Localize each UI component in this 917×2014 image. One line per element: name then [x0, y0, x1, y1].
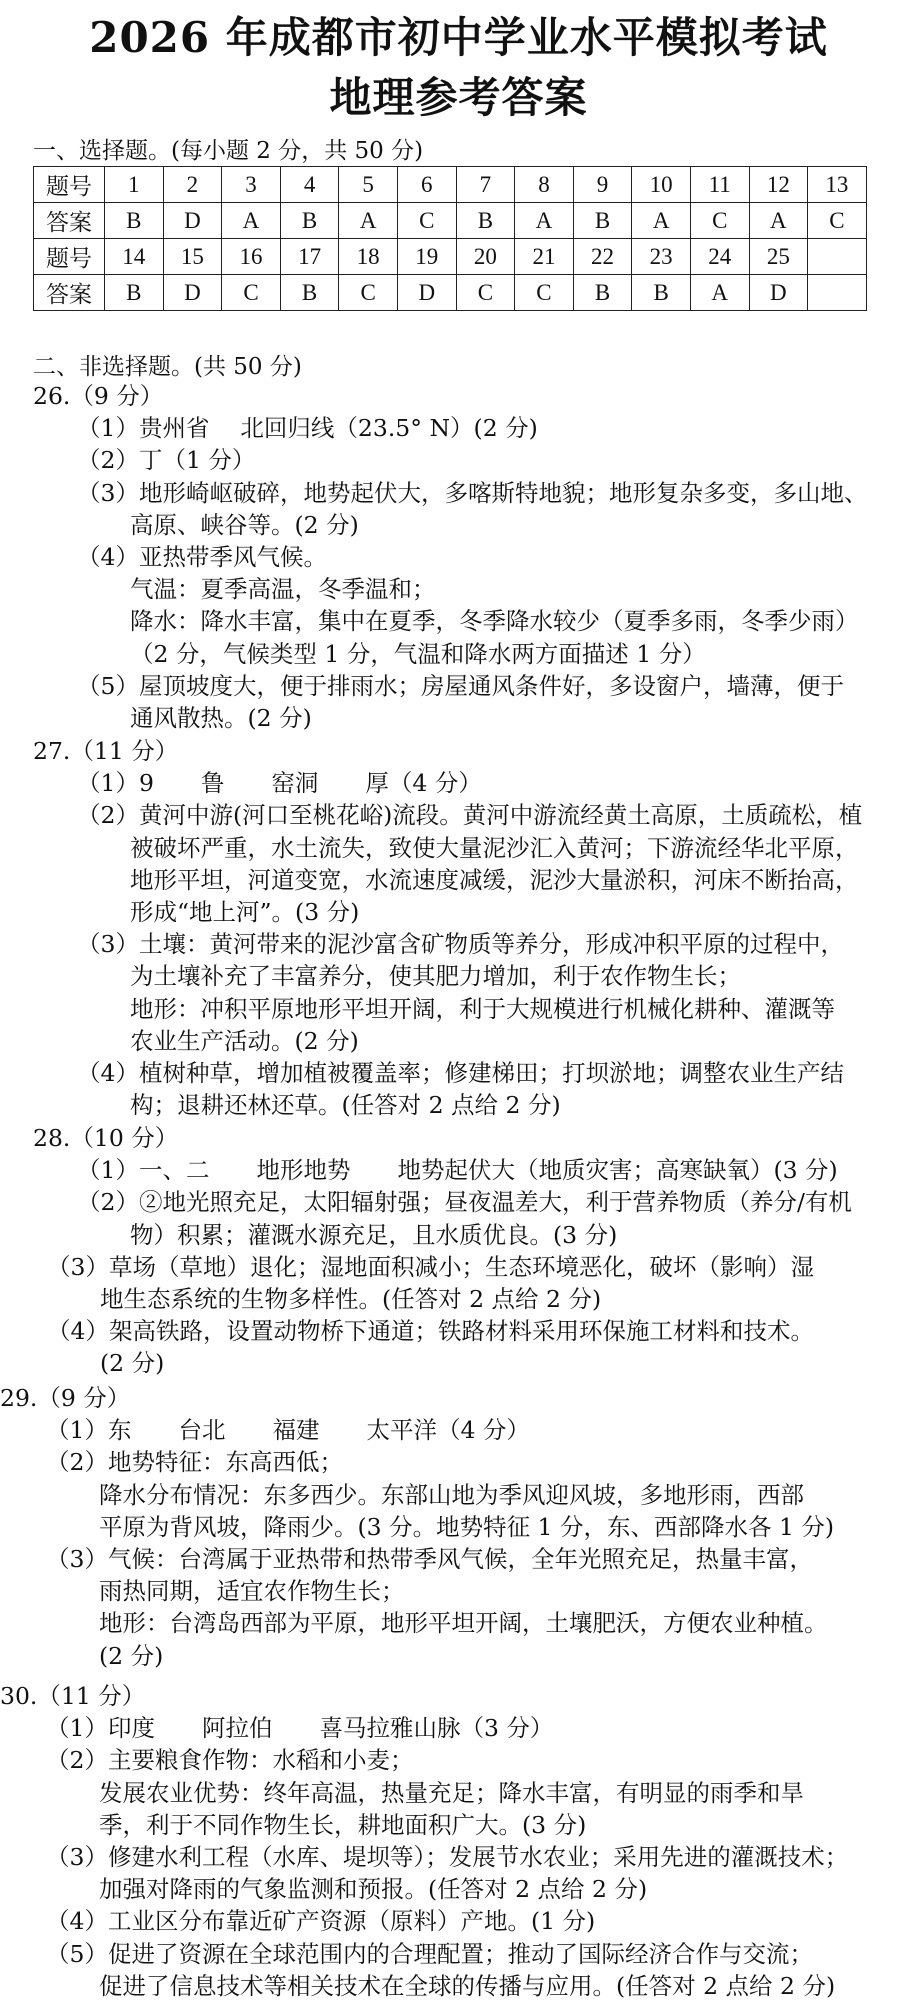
- table-cell: D: [163, 203, 222, 239]
- table-row: [34, 203, 867, 239]
- table-cell: 13: [808, 167, 867, 203]
- question-26: [33, 380, 867, 734]
- table-cell: 23: [632, 239, 691, 275]
- page-title: 2026 年成都市初中学业水平模拟考试: [89, 13, 828, 62]
- table-cell: 7: [456, 167, 515, 203]
- table-cell: 21: [515, 239, 574, 275]
- question-29: [0, 1382, 834, 1672]
- answer-line: （2）丁（1 分）: [77, 446, 256, 475]
- answer-line: （4）架高铁路，设置动物桥下通道；铁路材料采用环保施工材料和技术。: [47, 1317, 814, 1346]
- table-row: [34, 275, 867, 311]
- table-cell: 2: [163, 167, 222, 203]
- answer-line: 促进了信息技术等相关技术在全球的传播与应用。(任答对 2 点给 2 分): [99, 1971, 836, 2000]
- answer-line: 物）积累；灌溉水源充足，且水质优良。(3 分): [130, 1220, 618, 1249]
- table-cell: 12: [749, 167, 808, 203]
- table-cell: 24: [690, 239, 749, 275]
- table-row: [34, 239, 867, 275]
- answer-line: （3）草场（草地）退化；湿地面积减小；生态环境恶化，破坏（影响）湿: [47, 1252, 814, 1281]
- answer-line: 降水分布情况：东多西少。东部山地为季风迎风坡，多地形雨，西部: [99, 1480, 804, 1509]
- answer-line: （4）亚热带季风气候。: [77, 543, 327, 572]
- table-cell: A: [515, 203, 574, 239]
- answer-line: （1）一、二 地形地势 地势起伏大（地质灾害；高寒缺氧）(3 分): [77, 1156, 838, 1185]
- answer-line: 季，利于不同作物生长，耕地面积广大。(3 分): [99, 1810, 587, 1839]
- table-cell: 16: [222, 239, 281, 275]
- question-heading: 27.（11 分）: [33, 737, 179, 765]
- answer-line: 降水：降水丰富，集中在夏季，冬季降水较少（夏季多雨，冬季少雨）: [130, 607, 859, 636]
- row-label: 答案: [34, 275, 105, 311]
- answer-line: （2）主要粮食作物：水稻和小麦；: [46, 1746, 414, 1775]
- answer-line: （3）土壤：黄河带来的泥沙富含矿物质等养分，形成冲积平原的过程中，: [77, 930, 844, 959]
- table-cell: 11: [690, 167, 749, 203]
- table-cell: 25: [749, 239, 808, 275]
- answer-line: 气温：夏季高温，冬季温和；: [130, 575, 436, 604]
- table-cell: D: [749, 275, 808, 311]
- table-cell: B: [280, 203, 339, 239]
- table-cell: 8: [515, 167, 574, 203]
- question-heading: 29.（9 分）: [0, 1384, 131, 1412]
- answer-line: 通风散热。(2 分): [130, 704, 312, 733]
- table-cell: C: [515, 275, 574, 311]
- answer-line: (2 分): [99, 1641, 164, 1670]
- answer-line: 农业生产活动。(2 分): [130, 1026, 359, 1055]
- answer-line: （2）黄河中游(河口至桃花峪)流段。黄河中游流经黄土高原，土质疏松，植: [77, 801, 863, 830]
- table-cell: 10: [632, 167, 691, 203]
- section1-heading: 一、选择题。(每小题 2 分，共 50 分): [33, 138, 424, 164]
- answer-line: 地形平坦，河道变宽，水流速度减缓，泥沙大量淤积，河床不断抬高，: [130, 865, 859, 894]
- table-cell: 9: [573, 167, 632, 203]
- table-cell: 6: [397, 167, 456, 203]
- answer-line: （3）修建水利工程（水库、堤坝等）；发展节水农业；采用先进的灌溉技术；: [46, 1843, 849, 1872]
- answer-line: （2）②地光照充足，太阳辐射强；昼夜温差大，利于营养物质（养分/有机: [77, 1188, 852, 1217]
- table-cell: 18: [339, 239, 398, 275]
- answer-line: （2 分，气候类型 1 分，气温和降水两方面描述 1 分）: [130, 639, 706, 668]
- table-cell: A: [749, 203, 808, 239]
- table-cell: B: [280, 275, 339, 311]
- table-cell: 17: [280, 239, 339, 275]
- answer-line: （1）9 鲁 窑洞 厚（4 分）: [77, 769, 482, 798]
- question-30: [0, 1680, 848, 2002]
- answer-line: 形成“地上河”。(3 分): [130, 898, 360, 927]
- answer-line: （1）东 台北 福建 太平洋（4 分）: [46, 1416, 530, 1445]
- table-cell: B: [573, 203, 632, 239]
- row-label: 答案: [34, 203, 105, 239]
- table-row: [34, 167, 867, 203]
- answer-table: [33, 166, 867, 311]
- table-cell: 4: [280, 167, 339, 203]
- table-cell: B: [456, 203, 515, 239]
- answer-line: （1）印度 阿拉伯 喜马拉雅山脉（3 分）: [46, 1714, 554, 1743]
- row-label: 题号: [34, 167, 105, 203]
- question-heading: 30.（11 分）: [0, 1682, 146, 1710]
- answer-line: 发展农业优势：终年高温，热量充足；降水丰富，有明显的雨季和旱: [99, 1778, 804, 1807]
- table-cell: A: [222, 203, 281, 239]
- answer-line: （2）地势特征：东高西低；: [46, 1448, 343, 1477]
- table-cell: B: [632, 275, 691, 311]
- table-cell: [808, 239, 867, 275]
- table-cell: C: [222, 275, 281, 311]
- section2-heading: 二、非选择题。(共 50 分): [33, 354, 302, 380]
- table-cell: 20: [456, 239, 515, 275]
- table-cell: 22: [573, 239, 632, 275]
- answer-line: （1）贵州省 北回归线（23.5° N）(2 分): [77, 414, 538, 443]
- row-label: 题号: [34, 239, 105, 275]
- table-cell: D: [397, 275, 456, 311]
- table-cell: C: [456, 275, 515, 311]
- table-cell: 5: [339, 167, 398, 203]
- answer-line: （5）屋顶坡度大，便于排雨水；房屋通风条件好，多设窗户，墙薄，便于: [77, 671, 844, 700]
- answer-line: 地形：冲积平原地形平坦开阔，利于大规模进行机械化耕种、灌溉等: [130, 994, 835, 1023]
- answer-line: （3）地形崎岖破碎，地势起伏大，多喀斯特地貌；地形复杂多变，多山地、: [77, 478, 868, 507]
- table-cell: 15: [163, 239, 222, 275]
- answer-line: （4）工业区分布靠近矿产资源（原料）产地。(1 分): [46, 1907, 596, 1936]
- answer-line: 构；退耕还林还草。(任答对 2 点给 2 分): [130, 1091, 561, 1120]
- answer-line: （5）促进了资源在全球范围内的合理配置；推动了国际经济合作与交流；: [46, 1939, 813, 1968]
- table-cell: [808, 275, 867, 311]
- table-cell: C: [808, 203, 867, 239]
- table-cell: A: [632, 203, 691, 239]
- page-subtitle: 地理参考答案: [329, 73, 588, 122]
- answer-line: 平原为背风坡，降雨少。(3 分。地势特征 1 分，东、西部降水各 1 分): [99, 1512, 835, 1541]
- answer-line: 被破坏严重，水土流失，致使大量泥沙汇入黄河；下游流经华北平原，: [130, 833, 859, 862]
- table-cell: 3: [222, 167, 281, 203]
- answer-line: 加强对降雨的气象监测和预报。(任答对 2 点给 2 分): [99, 1875, 648, 1904]
- table-cell: A: [339, 203, 398, 239]
- answer-line: 高原、峡谷等。(2 分): [130, 510, 359, 539]
- answer-line: 地形：台湾岛西部为平原，地形平坦开阔，土壤肥沃，方便农业种植。: [99, 1609, 828, 1638]
- question-27: [33, 735, 862, 1121]
- answer-line: 地生态系统的生物多样性。(任答对 2 点给 2 分): [100, 1285, 602, 1314]
- table-cell: B: [105, 275, 164, 311]
- answer-line: （3）气候：台湾属于亚热带和热带季风气候，全年光照充足，热量丰富，: [46, 1545, 813, 1574]
- question-heading: 26.（9 分）: [33, 382, 164, 410]
- answer-line: （4）植树种草，增加植被覆盖率；修建梯田；打坝淤地；调整农业生产结: [77, 1059, 844, 1088]
- table-cell: 19: [397, 239, 456, 275]
- table-cell: B: [573, 275, 632, 311]
- table-cell: 1: [105, 167, 164, 203]
- table-cell: 14: [105, 239, 164, 275]
- question-heading: 28.（10 分）: [33, 1124, 179, 1152]
- table-cell: C: [339, 275, 398, 311]
- table-cell: C: [397, 203, 456, 239]
- answer-line: 雨热同期，适宜农作物生长；: [99, 1577, 405, 1606]
- answer-line: (2 分): [100, 1349, 165, 1378]
- answer-line: 为土壤补充了丰富养分，使其肥力增加，利于农作物生长；: [130, 962, 741, 991]
- table-cell: B: [105, 203, 164, 239]
- question-28: [33, 1122, 852, 1380]
- table-cell: A: [690, 275, 749, 311]
- table-cell: C: [690, 203, 749, 239]
- table-cell: D: [163, 275, 222, 311]
